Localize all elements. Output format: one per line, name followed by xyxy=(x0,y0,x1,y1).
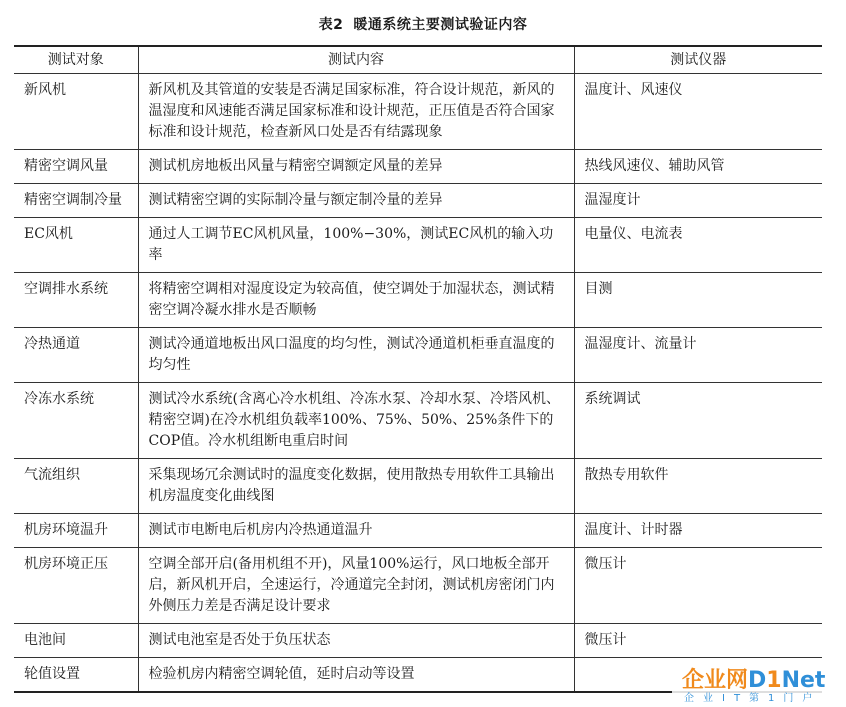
cell-instrument: 电量仪、电流表 xyxy=(574,218,822,273)
cell-content: 测试电池室是否处于负压状态 xyxy=(138,624,574,658)
cell-content: 测试机房地板出风量与精密空调额定风量的差异 xyxy=(138,150,574,184)
cell-content: 新风机及其管道的安装是否满足国家标准，符合设计规范，新风的温湿度和风速能否满足国家标准和设计规范，正压值是否符合国家标准和设计规范，检查新风口处是否有结露现象 xyxy=(138,74,574,150)
cell-object: 电池间 xyxy=(14,624,138,658)
cell-instrument: 系统调试 xyxy=(574,383,822,459)
cell-object: 空调排水系统 xyxy=(14,273,138,328)
cell-content: 测试冷通道地板出风口温度的均匀性，测试冷通道机柜垂直温度的均匀性 xyxy=(138,328,574,383)
cell-object: 精密空调制冷量 xyxy=(14,184,138,218)
table-row xyxy=(14,548,822,624)
cell-object: EC风机 xyxy=(14,218,138,273)
table-row xyxy=(14,150,822,184)
table-row xyxy=(14,514,822,548)
table-row xyxy=(14,74,822,150)
cell-object: 冷热通道 xyxy=(14,328,138,383)
test-table xyxy=(14,45,822,693)
cell-object: 冷冻水系统 xyxy=(14,383,138,459)
cell-content: 测试精密空调的实际制冷量与额定制冷量的差异 xyxy=(138,184,574,218)
cell-instrument: 温湿度计 xyxy=(574,184,822,218)
cell-object: 轮值设置 xyxy=(14,658,138,693)
table-row xyxy=(14,218,822,273)
cell-content: 测试冷水系统(含离心冷水机组、冷冻水泵、冷却水泵、冷塔风机、精密空调)在冷水机组负载率100%、75%、50%、25%条件下的COP值。冷水机组断电重启时间 xyxy=(138,383,574,459)
header-test-content: 测试内容 xyxy=(138,46,574,74)
cell-instrument: 温度计、计时器 xyxy=(574,514,822,548)
cell-instrument: 目测 xyxy=(574,273,822,328)
site-watermark xyxy=(672,663,842,705)
cell-instrument: 热线风速仪、辅助风管 xyxy=(574,150,822,184)
table-row xyxy=(14,383,822,459)
cell-object: 气流组织 xyxy=(14,459,138,514)
cell-object: 新风机 xyxy=(14,74,138,150)
table-row xyxy=(14,624,822,658)
header-test-object: 测试对象 xyxy=(14,46,138,74)
cell-content: 测试市电断电后机房内冷热通道温升 xyxy=(138,514,574,548)
watermark-logo: 企业网D1Net xyxy=(682,668,826,693)
table-row xyxy=(14,459,822,514)
header-row xyxy=(14,46,822,74)
table-title: 暖通系统主要测试验证内容 xyxy=(353,17,528,33)
table-number: 表2 xyxy=(318,17,344,33)
table-caption xyxy=(0,14,846,34)
cell-instrument: 温湿度计、流量计 xyxy=(574,328,822,383)
cell-object: 精密空调风量 xyxy=(14,150,138,184)
table-row xyxy=(14,328,822,383)
cell-object: 机房环境正压 xyxy=(14,548,138,624)
cell-content: 采集现场冗余测试时的温度变化数据，使用散热专用软件工具输出机房温度变化曲线图 xyxy=(138,459,574,514)
header-test-instrument: 测试仪器 xyxy=(574,46,822,74)
cell-content: 将精密空调相对湿度设定为较高值，使空调处于加湿状态，测试精密空调冷凝水排水是否顺畅 xyxy=(138,273,574,328)
cell-instrument: 微压计 xyxy=(574,624,822,658)
table-row xyxy=(14,184,822,218)
cell-instrument: 微压计 xyxy=(574,548,822,624)
cell-instrument: 温度计、风速仪 xyxy=(574,74,822,150)
table-row xyxy=(14,273,822,328)
cell-content: 检验机房内精密空调轮值，延时启动等设置 xyxy=(138,658,574,693)
cell-content: 通过人工调节EC风机风量，100%−30%，测试EC风机的输入功率 xyxy=(138,218,574,273)
cell-instrument: 散热专用软件 xyxy=(574,459,822,514)
cell-content: 空调全部开启(备用机组不开)，风量100%运行，风口地板全部开启，新风机开启，全速运行，冷通道完全封闭，测试机房密闭门内外侧压力差是否满足设计要求 xyxy=(138,548,574,624)
cell-object: 机房环境温升 xyxy=(14,514,138,548)
watermark-slogan: 企业IT第1门户 xyxy=(684,693,822,704)
